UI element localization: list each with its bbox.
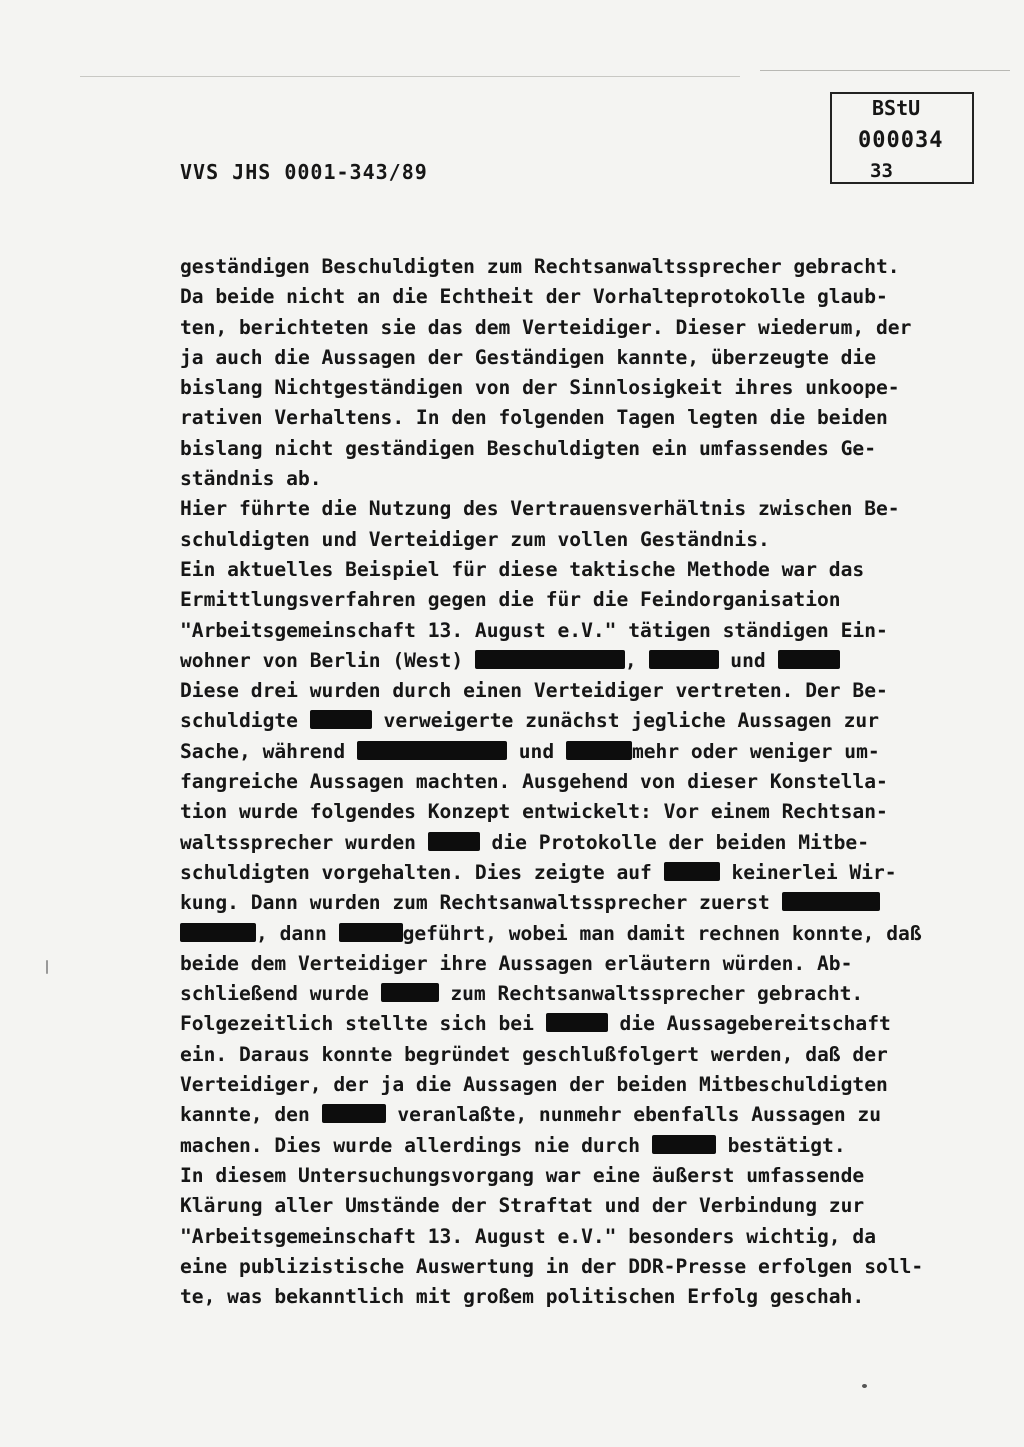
text-segment: verweigerte zunächst jegliche Aussagen zur [371,709,880,733]
text-line [180,1131,980,1161]
text-segment: veranlaßte, nunmehr ebenfalls Aussagen zu [385,1103,882,1127]
text-line [180,1070,980,1100]
text-segment: "Arbeitsgemeinschaft 13. August e.V." tätigen ständigen Ein- [180,618,888,642]
text-line [180,1282,980,1312]
redaction-block [322,1104,386,1123]
text-segment: Da beide nicht an die Echtheit der Vorhalteprotokolle glaub- [180,285,888,309]
text-segment: bestätigt. [715,1133,846,1157]
redaction-block [566,741,632,760]
text-segment: Diese drei wurden durch einen Verteidiger vertreten. Der Be- [180,679,888,703]
text-segment: Ermittlungsverfahren gegen die für die Feindorganisation [180,588,841,612]
text-line [180,767,980,797]
redaction-block [357,741,507,760]
text-segment: eine publizistische Auswertung in der DDR-Presse erfolgen soll- [180,1254,924,1278]
text-line [180,464,980,494]
text-segment: keinerlei Wir- [719,860,897,884]
text-line [180,494,980,524]
text-segment: fangreiche Aussagen machten. Ausgehend von dieser Konstella- [180,770,888,794]
text-segment: , [624,648,649,672]
redaction-block [339,923,403,942]
text-line [180,919,980,949]
text-segment: und [506,739,566,763]
text-segment: Hier führte die Nutzung des Vertrauensverhältnis zwischen Be- [180,497,900,521]
text-segment: ständnis ab. [180,467,322,491]
redaction-block [310,710,372,729]
text-line [180,797,980,827]
text-segment: Klärung aller Umstände der Straftat und der Verbindung zur [180,1194,865,1218]
text-line [180,585,980,615]
redaction-block [546,1013,608,1032]
scan-artifact-line [80,76,740,77]
text-segment: und [718,648,778,672]
text-segment: wohner von Berlin (West) [180,648,475,672]
body-text [180,252,980,1312]
text-line [180,525,980,555]
text-segment: Folgezeitlich stellte sich bei [180,1012,546,1036]
text-segment: schuldigten vorgehalten. Dies zeigte auf [180,860,664,884]
text-line [180,403,980,433]
text-segment: ein. Daraus konnte begründet geschlußfolgert werden, daß der [180,1042,888,1066]
scan-artifact-dot [862,1384,867,1388]
text-segment: rativen Verhaltens. In den folgenden Tagen legten die beiden [180,406,888,430]
text-segment: Sache, während [180,739,357,763]
redaction-block [778,650,840,669]
redaction-block [664,862,720,881]
text-segment: beide dem Verteidiger ihre Aussagen erläutern würden. Ab- [180,951,853,975]
text-segment: kung. Dann wurden zum Rechtsanwaltssprecher zuerst [180,891,782,915]
text-segment: Ein aktuelles Beispiel für diese taktische Methode war das [180,557,865,581]
text-segment: tion wurde folgendes Konzept entwickelt: Vor einem Rechtsan- [180,800,888,824]
text-segment: kannte, den [180,1103,322,1127]
text-line [180,343,980,373]
text-line [180,888,980,918]
text-line [180,1009,980,1039]
redaction-block [652,1135,716,1154]
archive-stamp [830,92,974,184]
text-segment: waltssprecher wurden [180,830,428,854]
scan-artifact-line [760,70,1010,71]
text-segment: geständigen Beschuldigten zum Rechtsanwaltssprecher gebracht. [180,255,900,278]
text-segment: machen. Dies wurde allerdings nie durch [180,1133,652,1157]
text-line [180,616,980,646]
text-segment: die Protokolle der beiden Mitbe- [479,830,870,854]
text-segment: mehr oder weniger um- [631,739,880,763]
text-line [180,1222,980,1252]
document-reference: VVS JHS 0001-343/89 [180,160,428,184]
text-line [180,979,980,1009]
text-segment: , dann [256,921,339,945]
text-segment: Verteidiger, der ja die Aussagen der beiden Mitbeschuldigten [180,1073,888,1097]
text-line [180,555,980,585]
text-line [180,858,980,888]
text-segment: In diesem Untersuchungsvorgang war eine äußerst umfassende [180,1163,865,1187]
redaction-block [381,983,439,1002]
text-segment: bislang nicht geständigen Beschuldigten ein umfassendes Ge- [180,436,876,460]
text-segment: ja auch die Aussagen der Geständigen kannte, überzeugte die [180,345,876,369]
text-segment: die Aussagebereitschaft [607,1012,891,1036]
text-line [180,676,980,706]
text-line [180,646,980,676]
text-line [180,282,980,312]
text-segment: geführt, wobei man damit rechnen konnte, daß [402,921,922,945]
scan-artifact-dot [46,960,48,974]
text-segment: schließend wurde [180,982,381,1006]
text-line [180,949,980,979]
text-segment: bislang Nichtgeständigen von der Sinnlosigkeit ihres unkoope- [180,376,900,400]
text-line [180,828,980,858]
redaction-block [782,892,880,911]
text-segment: zum Rechtsanwaltssprecher gebracht. [438,982,864,1006]
text-line [180,1191,980,1221]
text-line [180,313,980,343]
redaction-block [428,832,480,851]
redaction-block [649,650,719,669]
page-number: 33 [870,160,893,182]
text-line [180,1040,980,1070]
text-segment: te, was bekanntlich mit großem politischen Erfolg geschah. [180,1285,865,1309]
redaction-block [180,923,256,942]
text-line [180,373,980,403]
text-line [180,737,980,767]
text-line [180,706,980,736]
stamp-org: BStU [872,96,921,120]
text-segment: "Arbeitsgemeinschaft 13. August e.V." besonders wichtig, da [180,1224,876,1248]
text-line [180,1161,980,1191]
text-segment: schuldigte [180,709,310,733]
redaction-block [475,650,625,669]
text-segment: ten, berichteten sie das dem Verteidiger. Dieser wiederum, der [180,315,912,339]
text-line [180,1100,980,1130]
text-line [180,252,980,282]
text-line [180,434,980,464]
text-line [180,1252,980,1282]
text-segment: schuldigten und Verteidiger zum vollen Geständnis. [180,527,770,551]
stamp-number: 000034 [858,128,944,153]
